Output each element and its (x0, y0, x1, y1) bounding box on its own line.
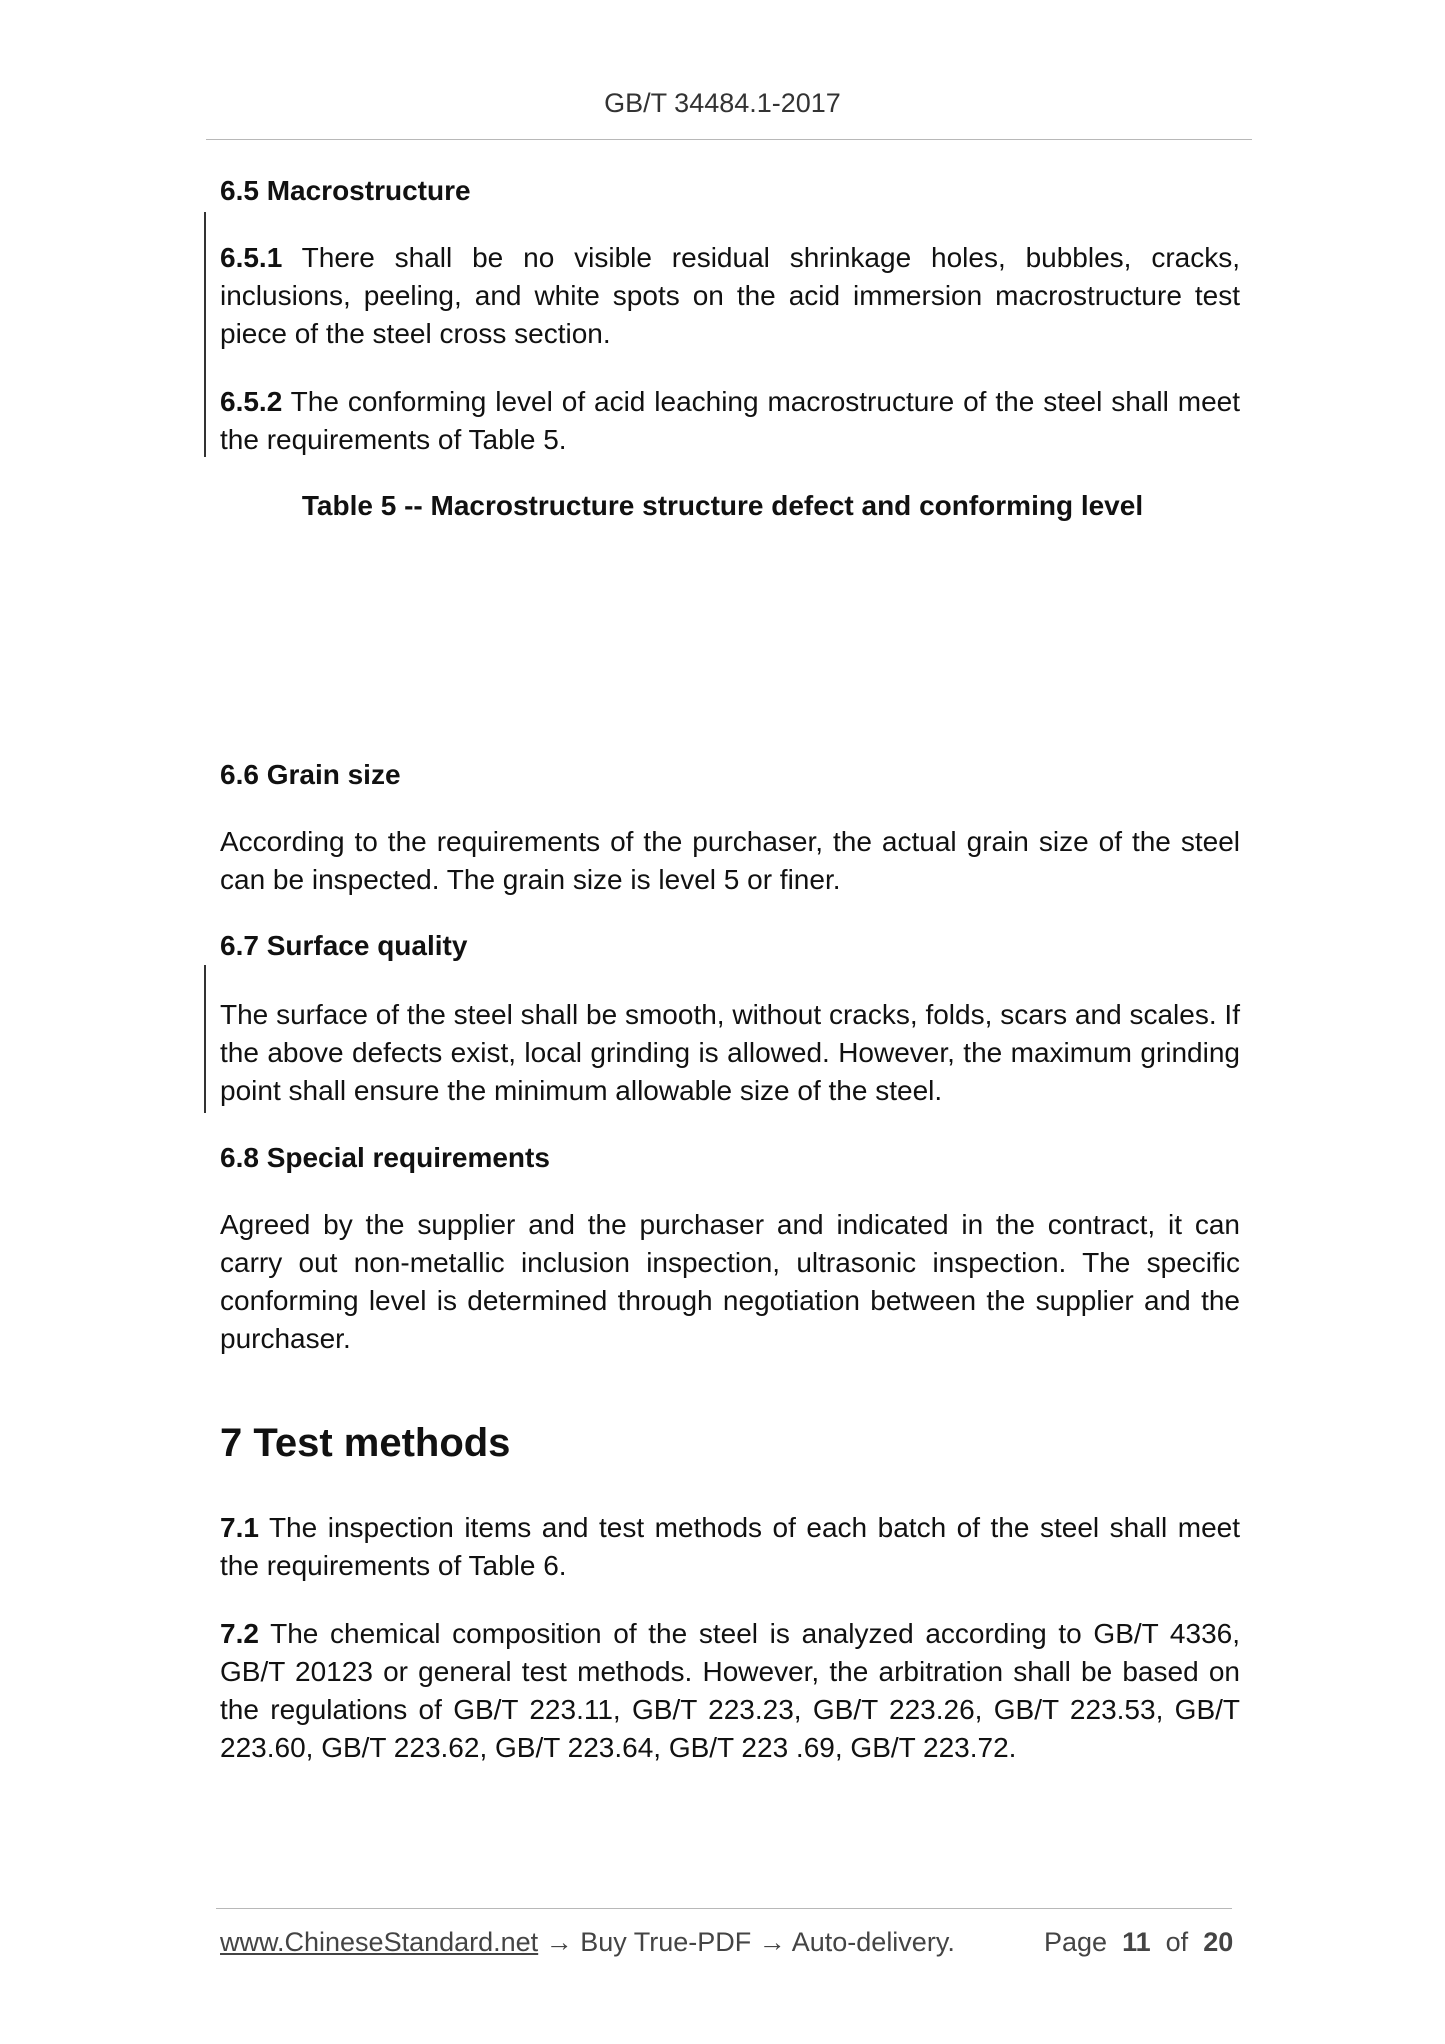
section-6-6-text: According to the requirements of the purchaser, the actual grain size of the steel can be inspected. The grain size is level 5 or finer. (220, 826, 1240, 895)
section-6-7-text: The surface of the steel shall be smooth, without cracks, folds, scars and scales. If the above defects exist, local grinding is allowed. However, the maximum grinding point shall ensure the minimum allowable size of the steel. (220, 999, 1240, 1106)
revision-bar (204, 212, 206, 457)
clause-6-5-2 (220, 383, 1240, 459)
section-6-6-title: 6.6 Grain size (220, 759, 401, 790)
footer-left (220, 1925, 955, 1959)
header-divider (206, 139, 1252, 140)
page-number: 11 (1122, 1927, 1151, 1957)
section-6-5-title: 6.5 Macrostructure (220, 175, 471, 206)
footer-tagline: → Buy True-PDF → Auto-delivery. (538, 1927, 955, 1957)
page-indicator (1044, 1925, 1233, 1959)
clause-number: 7.1 (220, 1512, 259, 1543)
section-6-8-text: Agreed by the supplier and the purchaser and indicated in the contract, it can carry out non-metallic inclusion inspection, ultrasonic inspection. The specific conforming level is determined through negotiation between the supplier and the purchaser. (220, 1209, 1240, 1354)
clause-7-2 (220, 1615, 1240, 1767)
page-total: 20 (1203, 1927, 1234, 1957)
clause-number: 7.2 (220, 1618, 259, 1649)
page-label: Page (1044, 1927, 1108, 1957)
section-7-title: 7 Test methods (220, 1421, 511, 1465)
clause-7-1 (220, 1509, 1240, 1585)
clause-text: The inspection items and test methods of each batch of the steel shall meet the requirements of Table 6. (220, 1512, 1240, 1581)
document-code-header: GB/T 34484.1-2017 (604, 88, 841, 118)
table-5-caption: Table 5 -- Macrostructure structure defect and conforming level (301, 490, 1144, 521)
clause-text: There shall be no visible residual shrinkage holes, bubbles, cracks, inclusions, peeling, and white spots on the acid immersion macrostructure test piece of the steel cross section. (220, 242, 1240, 349)
clause-number: 6.5.1 (220, 242, 283, 273)
footer-divider (216, 1908, 1232, 1909)
clause-text: The conforming level of acid leaching macrostructure of the steel shall meet the requirements of Table 5. (220, 386, 1240, 455)
clause-text: The chemical composition of the steel is analyzed according to GB/T 4336, GB/T 20123 or general test methods. However, the arbitration shall be based on the regulations of GB/T 223.11, GB/T 223.23, GB/T 223.26, GB/T 223.53, GB/T 223.60, GB/T 223.62, GB/T 223.64, GB/T 223 .69, GB/T 223.72. (220, 1618, 1240, 1763)
of-label: of (1165, 1927, 1189, 1957)
revision-bar (204, 965, 206, 1113)
section-6-7-title: 6.7 Surface quality (220, 930, 468, 961)
clause-number: 6.5.2 (220, 386, 283, 417)
website-link[interactable]: www.ChineseStandard.net (220, 1927, 539, 1957)
clause-6-5-1 (220, 239, 1240, 353)
section-6-8-title: 6.8 Special requirements (220, 1142, 550, 1173)
